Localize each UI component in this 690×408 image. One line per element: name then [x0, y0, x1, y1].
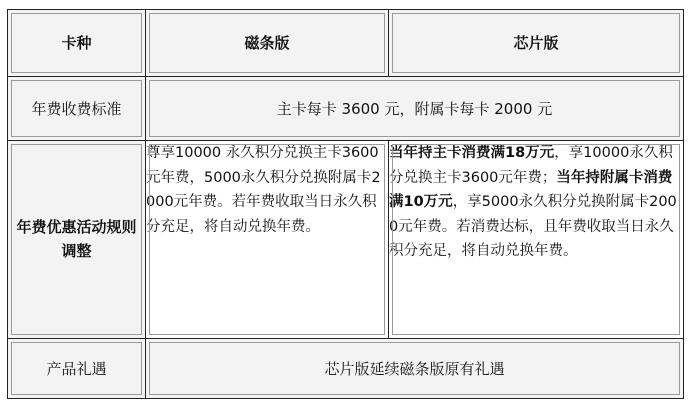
promotion-row	[8, 141, 684, 339]
promotion-chip-cell	[389, 141, 684, 339]
chip-rule-primary-benefit: ，享10000永久积分兑换主卡3600元年费；	[389, 145, 673, 186]
promotion-magnetic-text: 尊享10000 永久积分兑换主卡3600元年费，5000永久积分兑换附属卡2000元年费。若年费收取当日永久积分充足，将自动兑换年费。	[146, 145, 381, 235]
promotion-label-line2: 调整	[61, 242, 92, 261]
header-chip	[389, 10, 684, 77]
chip-rule-primary-condition: 当年持主卡消费满18万元	[389, 145, 555, 162]
benefits-row	[8, 338, 684, 398]
header-card-type-label: 卡种	[61, 34, 92, 53]
header-magnetic-label: 磁条版	[244, 34, 290, 53]
promotion-chip-text	[389, 145, 677, 259]
promotion-label-line1: 年费优惠活动规则	[16, 218, 137, 237]
annual-fee-label: 年费收费标准	[31, 99, 122, 118]
header-card-type	[8, 10, 146, 77]
annual-fee-value: 主卡每卡 3600 元，附属卡每卡 2000 元	[276, 99, 553, 118]
header-chip-label: 芯片版	[513, 34, 559, 53]
header-magnetic	[146, 10, 389, 77]
annual-fee-value-cell	[146, 76, 684, 140]
annual-fee-label-cell	[8, 76, 146, 140]
promotion-magnetic-cell	[146, 141, 389, 339]
benefits-value: 芯片版延续磁条版原有礼遇	[324, 359, 505, 378]
promotion-label-cell	[8, 141, 146, 339]
benefits-value-cell	[146, 338, 684, 398]
chip-rule-secondary-condition: 当年持附属卡消费满10万元	[389, 169, 673, 211]
chip-rule-secondary-benefit: ，享5000永久积分兑换附属卡2000元年费。若消费达标，且年费收取当日永久积分充足，将自动兑换年费。	[389, 194, 677, 260]
benefits-label: 产品礼遇	[46, 359, 107, 378]
table-header-row	[8, 10, 684, 77]
annual-fee-comparison-table	[7, 9, 684, 399]
annual-fee-row	[8, 76, 684, 140]
benefits-label-cell	[8, 338, 146, 398]
